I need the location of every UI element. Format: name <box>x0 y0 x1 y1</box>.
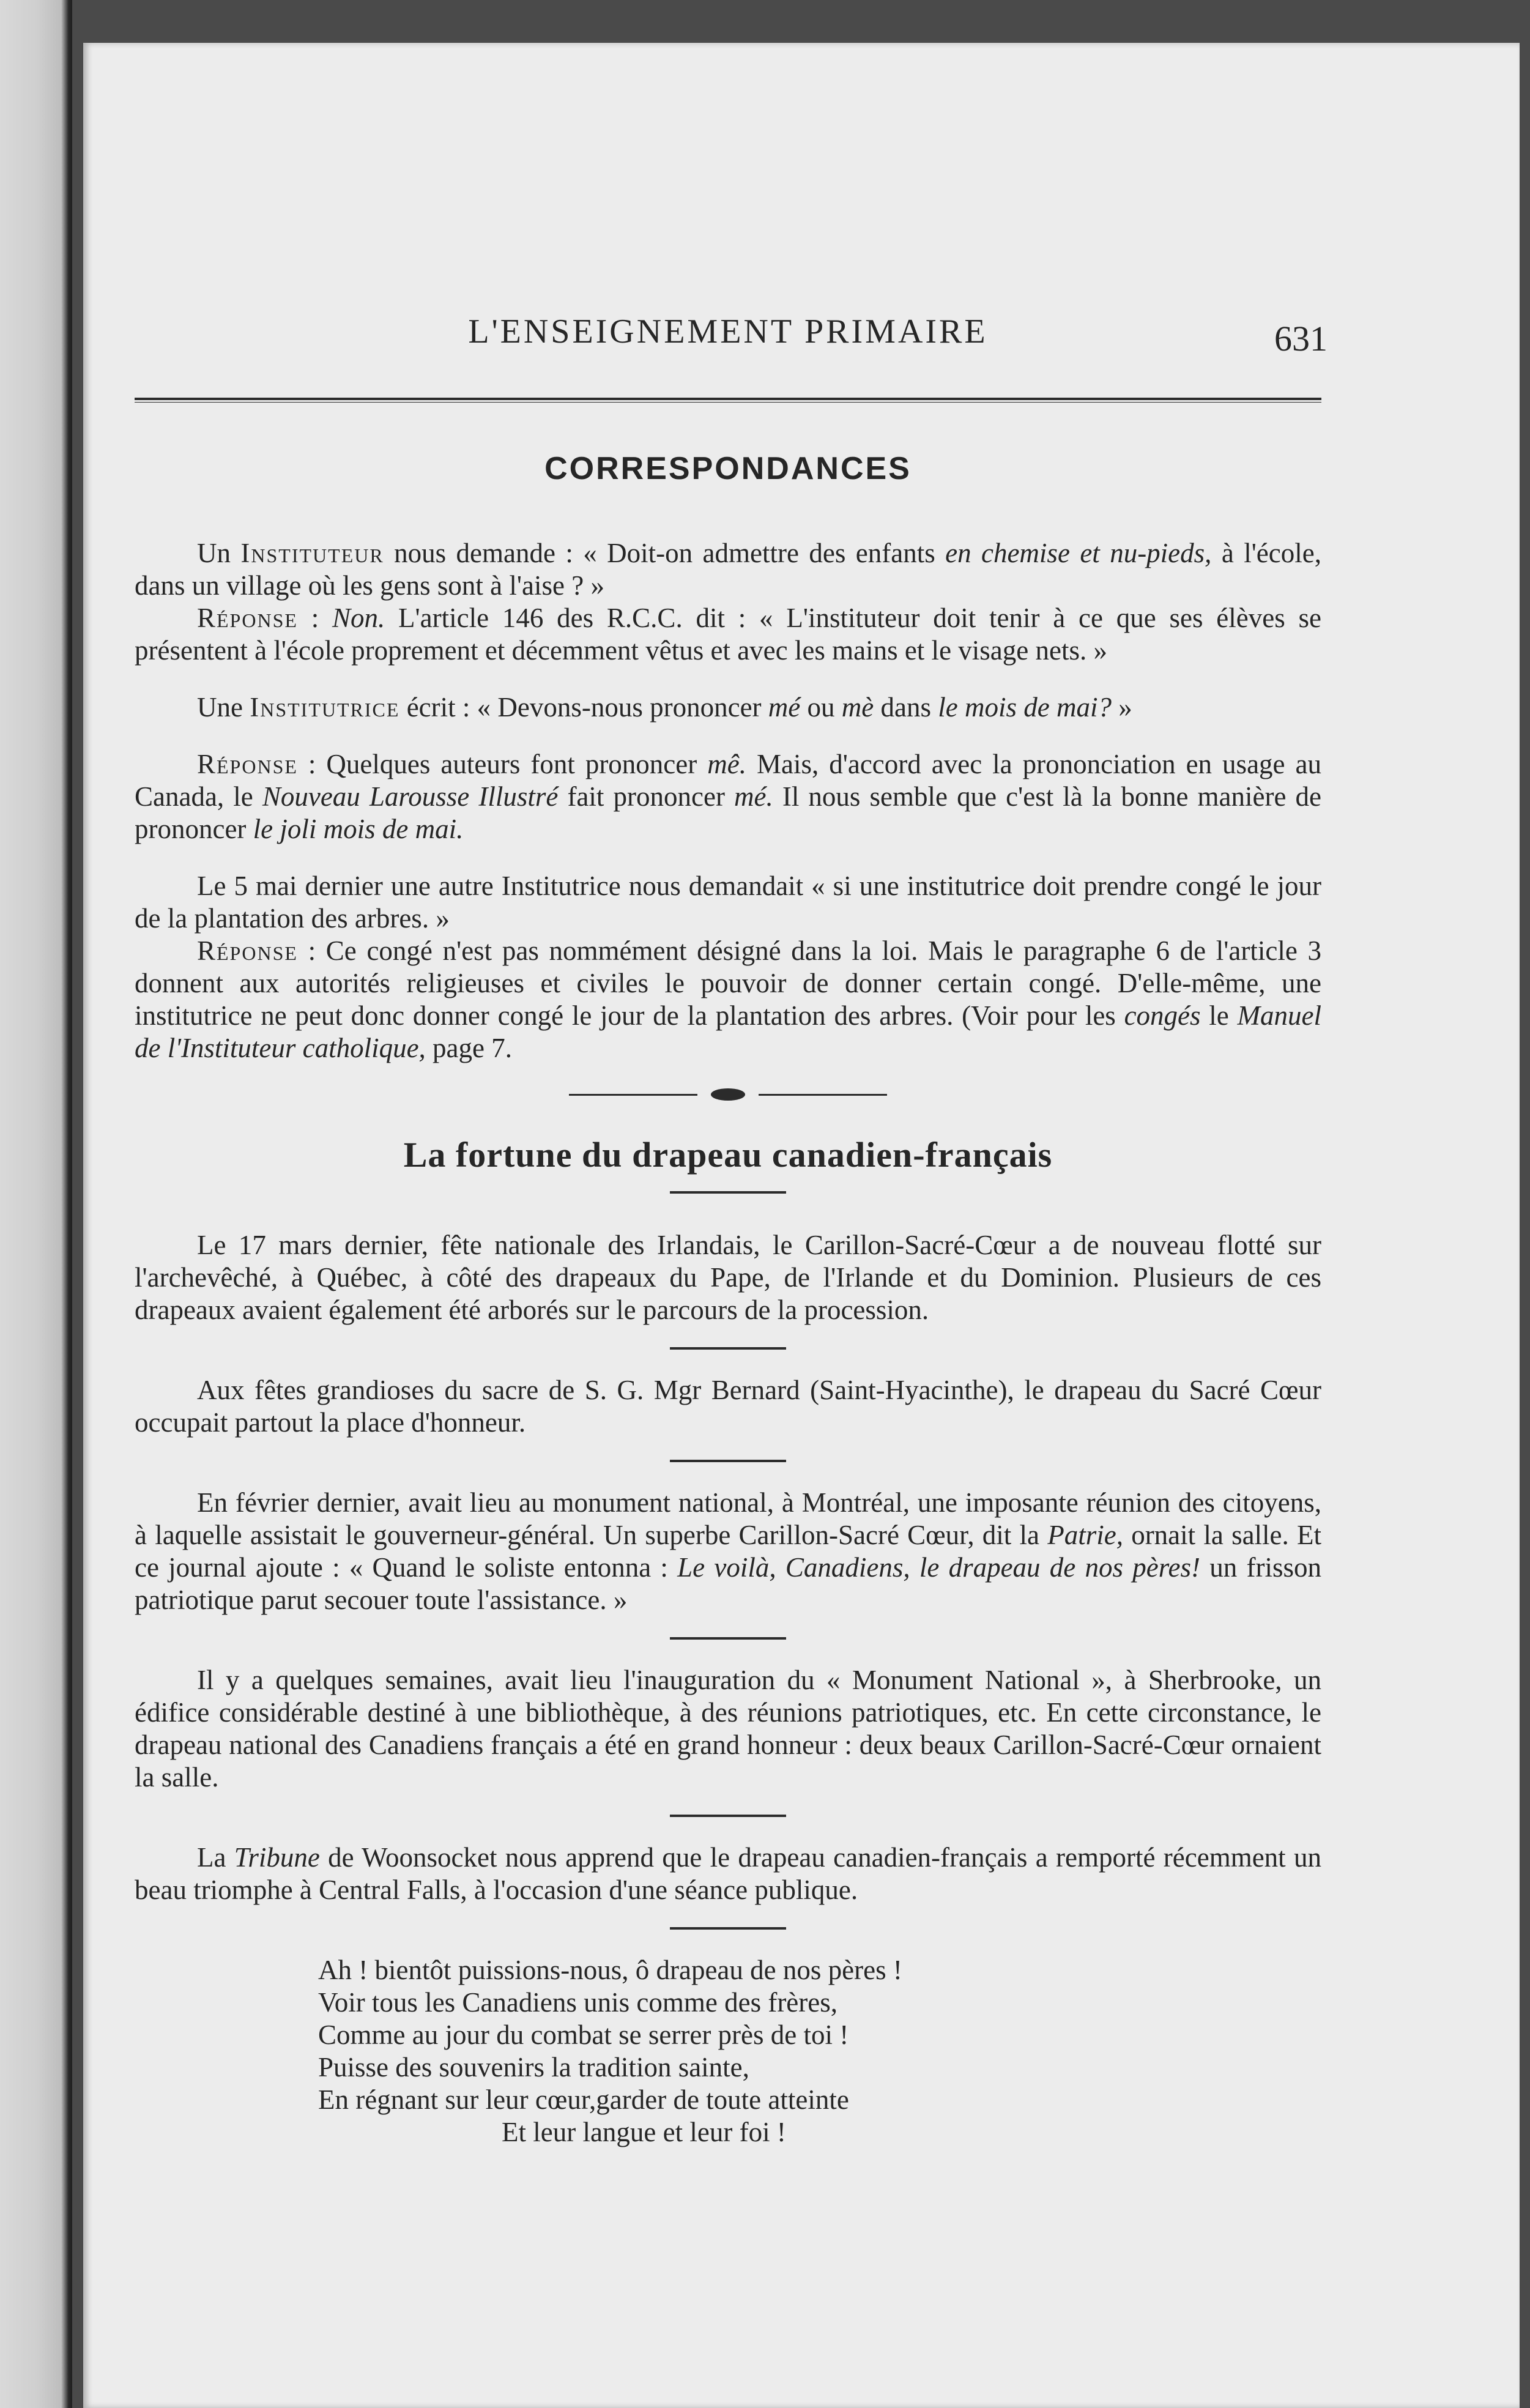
header-rule <box>135 398 1321 403</box>
text: Une <box>197 692 243 723</box>
page-sheet <box>83 43 1520 2408</box>
text: Un <box>197 538 231 568</box>
question-institutrice <box>135 691 1321 724</box>
answer-label: Réponse <box>197 603 298 633</box>
text: La <box>197 1842 234 1873</box>
answer-label: Réponse <box>197 749 298 779</box>
emphasis: Patrie, <box>1047 1520 1123 1550</box>
answer-institutrice <box>135 748 1321 845</box>
text: : <box>297 603 332 633</box>
author-institutrice: Institutrice <box>250 692 400 723</box>
ornament-divider <box>569 1085 887 1104</box>
paragraph-montreal <box>135 1487 1321 1616</box>
emphasis: Le voilà, Canadiens, le drapeau de nos pères! <box>677 1552 1201 1583</box>
poem <box>318 1954 1321 2149</box>
paragraph-sherbrooke: Il y a quelques semaines, avait lieu l'inauguration du « Monument National », à Sherbrooke, un édifice considérable destiné à une bibliothèque, à des réunions patriotiques, etc. En cette circonstance, le drapeau national des Canadiens français a été en grand honneur : deux beaux Carillon-Sacré-Cœur ornaient la salle. <box>135 1665 1321 1793</box>
section-title-correspondances: CORRESPONDANCES <box>544 451 912 486</box>
emphasis: mé <box>768 692 801 723</box>
text: à l'école, dans un village où les gens sont à l'aise ? » <box>135 538 1321 601</box>
section-title-drapeau: La fortune du drapeau canadien-français <box>403 1135 1053 1175</box>
text: Mais, d'accord avec la prononciation en usage au Canada, le <box>135 749 1321 812</box>
emphasis: en chemise et nu-pieds, <box>945 538 1212 568</box>
poem-line: Puisse des souvenirs la tradition sainte, <box>318 2052 749 2083</box>
running-head <box>135 257 1328 359</box>
ornament-line <box>569 1094 697 1096</box>
text: » <box>1111 692 1132 723</box>
poem-line: Comme au jour du combat se serrer près de toi ! <box>318 2020 849 2050</box>
text: L'article 146 des R.C.C. dit : « L'instituteur doit tenir à ce que ses élèves se présentent à l'école proprement et décemment vêtus et avec les mains et le visage nets. » <box>135 603 1321 666</box>
separator-rule <box>670 1927 786 1930</box>
poem-line: Ah ! bientôt puissions-nous, ô drapeau de nos pères ! <box>318 1955 902 1985</box>
poem-line: Et leur langue et leur foi ! <box>502 2117 786 2147</box>
separator-rule <box>670 1347 786 1350</box>
paragraph-woonsocket <box>135 1841 1321 1906</box>
emphasis: Manuel de l'Instituteur catholique, <box>135 1000 1321 1063</box>
author-instituteur: Instituteur <box>240 538 384 568</box>
text: de Woonsocket nous apprend que le drapeau canadien-français a remporté récemment un beau triomphe à Central Falls, à l'occasion d'une séance publique. <box>135 1842 1321 1905</box>
emphasis: le joli mois de mai. <box>253 814 464 844</box>
previous-page-edge <box>0 0 72 2408</box>
ornament-line <box>759 1094 887 1096</box>
emphasis: Non. <box>332 603 385 633</box>
emphasis: mê. <box>707 749 746 779</box>
text: nous demande : « Doit-on admettre des enfants <box>384 538 946 568</box>
paragraph-sacre: Aux fêtes grandioses du sacre de S. G. Mgr Bernard (Saint-Hyacinthe), le drapeau du Sacré Cœur occupait partout la place d'honneur. <box>135 1375 1321 1438</box>
running-title: L'ENSEIGNEMENT PRIMAIRE <box>468 313 988 351</box>
separator-rule <box>670 1815 786 1817</box>
emphasis: Tribune <box>234 1842 320 1873</box>
text: : Ce congé n'est pas nommément désigné dans la loi. Mais le paragraphe 6 de l'article 3 donnent aux autorités religieuses et civiles le pouvoir de donner certain congé. D'elle-même, une institutrice ne peut donc donner congé le jour de la plantation des arbres. (Voir pour les <box>135 935 1321 1031</box>
text: le <box>1200 1000 1238 1031</box>
text: écrit : « Devons-nous prononcer <box>399 692 768 723</box>
emphasis: Nouveau Larousse Illustré <box>262 781 559 812</box>
text: fait prononcer <box>558 781 735 812</box>
paragraph-irlandais: Le 17 mars dernier, fête nationale des Irlandais, le Carillon-Sacré-Cœur a de nouveau flotté sur l'archevêché, à Québec, à côté des drapeaux du Pape, de l'Irlande et du Dominion. Plusieurs de ces drapeaux avaient également été arborés sur le parcours de la procession. <box>135 1230 1321 1325</box>
text: En février dernier, avait lieu au monument national, à Montréal, une imposante réunion des citoyens, à laquelle assistait le gouverneur-général. Un superbe Carillon-Sacré Cœur, dit la <box>135 1487 1321 1550</box>
text: : Quelques auteurs font prononcer <box>297 749 708 779</box>
poem-line: Voir tous les Canadiens unis comme des frères, <box>318 1987 838 2018</box>
separator-rule <box>670 1460 786 1462</box>
question-conge: Le 5 mai dernier une autre Institutrice nous demandait « si une institutrice doit prendre congé le jour de la plantation des arbres. » <box>135 871 1321 934</box>
text: dans <box>874 692 938 723</box>
separator-rule <box>670 1637 786 1640</box>
emphasis: mé. <box>734 781 773 812</box>
title-rule <box>670 1191 786 1194</box>
page-content <box>135 257 1328 2149</box>
poem-line: En régnant sur leur cœur,garder de toute atteinte <box>318 2084 849 2115</box>
text: page 7. <box>425 1033 512 1063</box>
text: Il nous semble que c'est là la bonne manière de prononcer <box>135 781 1321 844</box>
answer-conge <box>135 935 1321 1065</box>
emphasis: congés <box>1124 1000 1201 1031</box>
emphasis: le mois de mai? <box>938 692 1112 723</box>
answer-label: Réponse <box>197 935 298 966</box>
emphasis: mè <box>841 692 874 723</box>
text: ornait la salle. Et ce journal ajoute : « Quand le soliste entonna : <box>135 1520 1321 1583</box>
page-number: 631 <box>1274 319 1328 359</box>
ornament-center <box>711 1088 745 1101</box>
answer-instituteur <box>135 602 1321 667</box>
text: un frisson patriotique parut secouer toute l'assistance. » <box>135 1552 1322 1615</box>
text: ou <box>800 692 842 723</box>
question-instituteur <box>135 537 1321 602</box>
